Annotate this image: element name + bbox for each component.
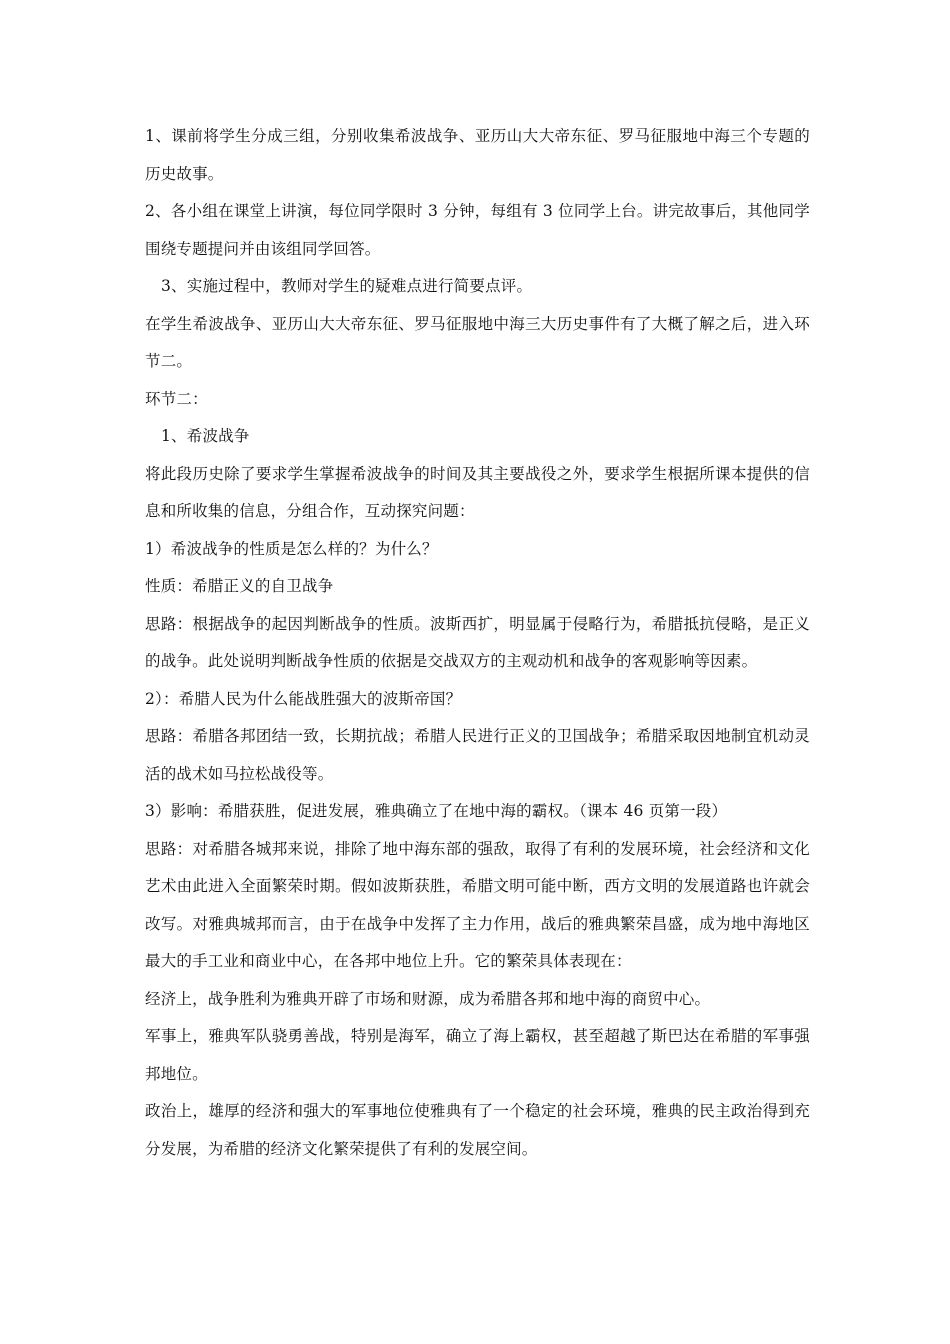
paragraph-task-3: 3、实施过程中，教师对学生的疑难点进行简要点评。 xyxy=(161,277,533,295)
reasoning-3: 思路：对希腊各城邦来说，排除了地中海东部的强敌，取得了有利的发展环境，社会经济和文化艺术由此进入全面繁荣时期。假如波斯获胜，希腊文明可能中断，西方文明的发展道路也许就会改写。对雅典城邦而言，由于在战争中发挥了主力作用，战后的雅典繁荣昌盛，成为地中海地区最大的手工业和商业中心，在各邦中地位上升。它的繁荣具体表现在： xyxy=(145,839,810,970)
subsection-heading: 1、希波战争 xyxy=(161,427,250,445)
answer-nature: 性质：希腊正义的自卫战争 xyxy=(145,577,334,595)
question-2: 2）：希腊人民为什么能战胜强大的波斯帝国？ xyxy=(145,689,462,708)
paragraph-intro: 将此段历史除了要求学生掌握希波战争的时间及其主要战役之外，要求学生根据所课本提供的信息和所收集的信息，分组合作，互动探究问题： xyxy=(145,464,810,520)
question-3: 3）影响：希腊获胜，促进发展，雅典确立了在地中海的霸权。（课本 46 页第一段） xyxy=(145,802,728,820)
paragraph-military: 军事上，雅典军队骁勇善战，特别是海军，确立了海上霸权，甚至超越了斯巴达在希腊的军事强邦地位。 xyxy=(145,1027,810,1083)
paragraph-politics: 政治上，雄厚的经济和强大的军事地位使雅典有了一个稳定的社会环境，雅典的民主政治得到充分发展，为希腊的经济文化繁荣提供了有利的发展空间。 xyxy=(145,1102,810,1158)
paragraph-task-1: 1、课前将学生分成三组，分别收集希波战争、亚历山大大帝东征、罗马征服地中海三个专题的历史故事。 xyxy=(145,127,810,183)
paragraph-transition: 在学生希波战争、亚历山大大帝东征、罗马征服地中海三大历史事件有了大概了解之后，进入环节二。 xyxy=(145,314,810,370)
paragraph-task-2: 2、各小组在课堂上讲演，每位同学限时 3 分钟，每组有 3 位同学上台。讲完故事后，其他同学围绕专题提问并由该组同学回答。 xyxy=(145,202,810,258)
reasoning-1: 思路：根据战争的起因判断战争的性质。波斯西扩，明显属于侵略行为，希腊抵抗侵略，是正义的战争。此处说明判断战争性质的依据是交战双方的主观动机和战争的客观影响等因素。 xyxy=(145,614,810,670)
section-heading: 环节二： xyxy=(145,389,208,408)
reasoning-2: 思路：希腊各邦团结一致，长期抗战；希腊人民进行正义的卫国战争；希腊采取因地制宜机动灵活的战术如马拉松战役等。 xyxy=(145,727,810,783)
question-1: 1）希波战争的性质是怎么样的？为什么？ xyxy=(145,539,438,558)
document-body xyxy=(145,118,810,1168)
paragraph-economy: 经济上，战争胜利为雅典开辟了市场和财源，成为希腊各邦和地中海的商贸中心。 xyxy=(145,989,711,1008)
